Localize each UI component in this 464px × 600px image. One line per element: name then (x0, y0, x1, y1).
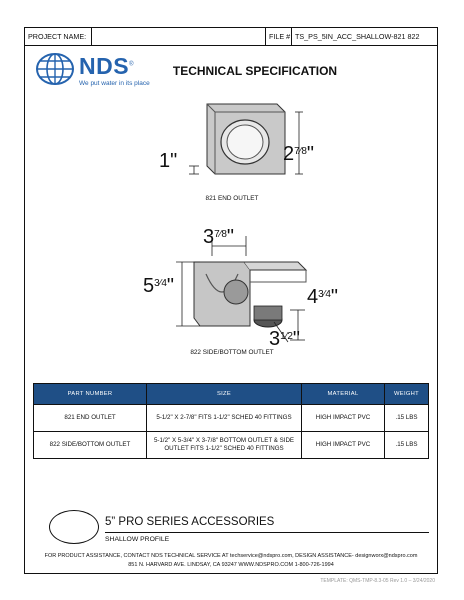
table-row (34, 405, 429, 432)
profile-label: SHALLOW PROFILE (105, 536, 170, 543)
dim-2-7-8: $2^{7⁄8}$" (283, 143, 315, 165)
template-id: TEMPLATE: QMS-TMP-8.3-05 Rev 1.0 – 3/24/2020 (320, 578, 435, 584)
dim-1-inch: 1" (159, 150, 178, 172)
cell-weight: .15 LBS (385, 432, 429, 459)
footer-address: 851 N. HARVARD AVE. LINDSAY, CA 93247 WWW.NDSPRO.COM 1-800-726-1994 (128, 562, 334, 568)
project-name-field (92, 28, 266, 45)
file-number: TS_PS_5IN_ACC_SHALLOW-821 822 (295, 32, 420, 41)
cell-size: 5-1/2" X 5-3/4" X 3-7/8" BOTTOM OUTLET & SIDE OUTLET FITS 1-1/2" SCHED 40 FITTINGS (147, 432, 302, 459)
col-part-number: PART NUMBER (34, 384, 147, 405)
col-weight: WEIGHT (385, 384, 429, 405)
logo-tagline: We put water in its place (79, 80, 150, 87)
page-title: TECHNICAL SPECIFICATION (172, 64, 338, 78)
cell-part: 821 END OUTLET (34, 405, 147, 432)
cell-weight: .15 LBS (385, 405, 429, 432)
col-size: SIZE (147, 384, 302, 405)
table-row (34, 432, 429, 459)
col-material: MATERIAL (302, 384, 385, 405)
logo-wordmark: NDS® (79, 53, 134, 79)
cell-size: 5-1/2" X 2-7/8" FITS 1-1/2" SCHED 40 FITTINGS (147, 405, 302, 432)
dim-3-1-2: $3^{1⁄2}$" (269, 328, 301, 350)
header-bar (25, 28, 437, 46)
product-symbol-circle (49, 510, 99, 544)
dim-3-7-8: $3^{7⁄8}$" (203, 226, 235, 248)
cell-part: 822 SIDE/BOTTOM OUTLET (34, 432, 147, 459)
spec-sheet (24, 27, 438, 574)
divider (105, 532, 429, 533)
project-name-label: PROJECT NAME: (25, 28, 92, 45)
cell-material: HIGH IMPACT PVC (302, 432, 385, 459)
series-title: 5” PRO SERIES ACCESSORIES (105, 516, 275, 528)
footer-contact: FOR PRODUCT ASSISTANCE, CONTACT NDS TECHNICAL SERVICE AT techservice@ndspro.com, DESIGN ASSISTANCE- designworx@ndspro.com (44, 553, 418, 559)
globe-icon (35, 52, 75, 86)
nds-logo (35, 52, 155, 92)
cell-material: HIGH IMPACT PVC (302, 405, 385, 432)
caption-821: 821 END OUTLET (205, 195, 259, 202)
dim-4-3-4: $4^{3⁄4}$" (307, 286, 339, 308)
table-header-row (34, 384, 429, 405)
spec-table (33, 383, 429, 459)
dim-5-3-4: $5^{3⁄4}$" (143, 275, 175, 297)
end-outlet-drawing (185, 96, 325, 186)
caption-822: 822 SIDE/BOTTOM OUTLET (190, 349, 274, 356)
file-label: FILE # (266, 28, 292, 45)
